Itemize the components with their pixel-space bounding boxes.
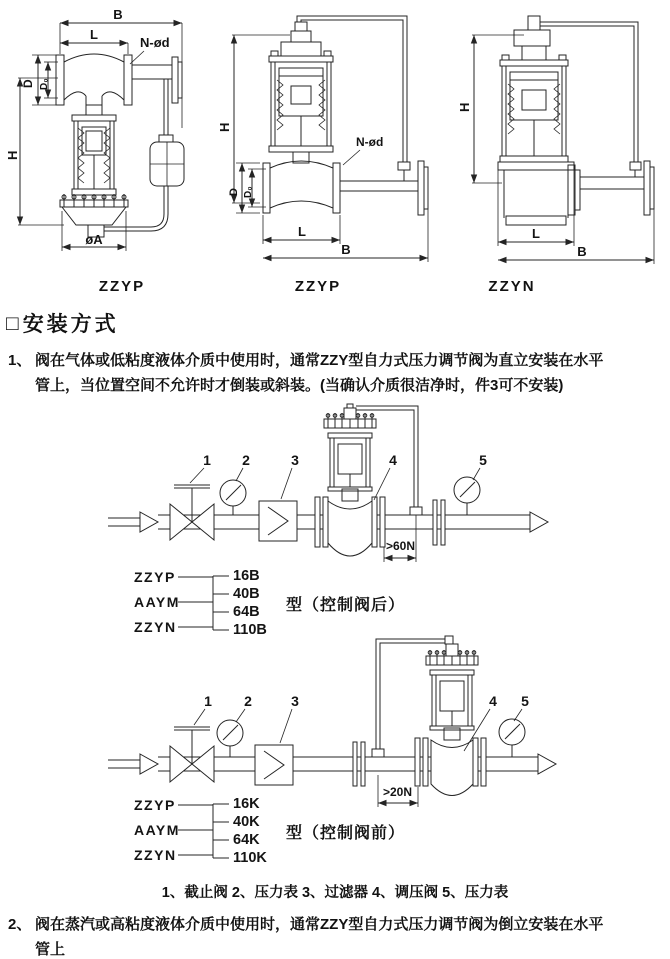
valve-drawing-zzyp-upright — [217, 10, 437, 270]
model-name: ZZYP — [134, 569, 176, 585]
dim-label-b: B — [113, 7, 123, 22]
dimension-lines — [5, 7, 182, 251]
filter — [259, 501, 297, 541]
note-1 — [8, 348, 666, 398]
callout-4: 4 — [489, 693, 497, 709]
callout-5: 5 — [521, 693, 529, 709]
model-size: 64K — [233, 832, 260, 848]
dim-label-d: D — [21, 79, 35, 88]
dim-label-b: B — [577, 244, 587, 259]
callout-4: 4 — [389, 452, 397, 468]
actuator — [500, 16, 568, 162]
actuator — [269, 22, 333, 163]
model-suffix-k: 型（控制阀前） — [286, 824, 406, 842]
callout-3: 3 — [291, 693, 299, 709]
pressure-gauge-upstream — [220, 480, 246, 515]
dim-20n-label: >20N — [383, 785, 413, 799]
model-size: 110K — [233, 850, 267, 866]
callout-2: 2 — [242, 452, 250, 468]
dim-label-a: øA — [85, 232, 103, 247]
note-1-text — [35, 348, 666, 398]
dim-label-n: N-ød — [356, 135, 384, 149]
model-list-b — [132, 566, 405, 640]
note-2-text — [35, 912, 666, 959]
dim-label-d0: D₀ — [39, 78, 50, 90]
filter — [255, 745, 293, 785]
figure-label-2: ZZYP — [294, 278, 342, 295]
valve-body-top — [56, 54, 182, 105]
pressure-gauge-downstream — [454, 477, 480, 515]
flow-out-arrow-icon — [538, 754, 556, 774]
note-2-line1: 阀在蒸汽或高粘度液体介质中使用时，通常ZZY型自力式压力调节阀为倒立安装在水平 — [35, 916, 604, 933]
callout-5: 5 — [479, 452, 487, 468]
pressure-gauge-upstream — [217, 720, 243, 757]
model-size: 40K — [233, 814, 260, 830]
model-suffix-b: 型（控制阀后） — [286, 596, 406, 614]
note-1-line2: 管上，当位置空间不允许时才倒装或斜装。(当确认介质很洁净时，件3可不安装) — [35, 377, 564, 394]
dim-label-b: B — [341, 242, 351, 257]
stop-valve — [170, 727, 214, 782]
distance-dimension — [384, 515, 416, 562]
model-name: ZZYN — [134, 847, 177, 863]
actuator — [72, 105, 116, 195]
figure-label-1: ZZYP — [98, 278, 146, 295]
model-size: 110B — [233, 622, 267, 638]
piping-diagram-after-valve — [100, 403, 570, 575]
dim-label-d0: D₀ — [243, 186, 254, 198]
note-2-number: 2、 — [8, 916, 32, 933]
dim-label-l: L — [298, 224, 306, 239]
note-1-line1: 阀在气体或低粘度液体介质中使用时，通常ZZY型自力式压力调节阀为直立安装在水平 — [35, 352, 604, 369]
square-bullet-icon: □ — [6, 311, 19, 335]
dim-label-d: D — [228, 188, 240, 196]
valve-body — [498, 161, 654, 225]
piping-diagram-before-valve — [100, 633, 575, 810]
dim-label-h: H — [217, 122, 232, 132]
callout-1: 1 — [204, 693, 212, 709]
model-size: 16K — [233, 796, 260, 812]
dim-label-h: H — [5, 150, 20, 160]
section-header — [6, 308, 119, 338]
valve-body — [263, 161, 428, 215]
model-size: 40B — [233, 586, 260, 602]
dim-label-l: L — [532, 226, 540, 241]
downstream-flange-pair — [433, 500, 445, 545]
note-1-number: 1、 — [8, 352, 32, 369]
valve-drawing-zzyp-inverted — [5, 7, 208, 273]
model-bracket-b — [132, 566, 282, 640]
dim-label-l: L — [90, 27, 98, 42]
regulating-valve — [415, 636, 486, 796]
model-size: 16B — [233, 568, 260, 584]
pressure-gauge-downstream — [499, 719, 525, 757]
figure-label-3: ZZYN — [488, 278, 536, 295]
section-title: 安装方式 — [22, 313, 119, 336]
flow-in-arrow-icon — [140, 754, 158, 774]
component-legend: 1、截止阀 2、压力表 3、过滤器 4、调压阀 5、压力表 — [161, 885, 509, 901]
dim-label-n: N-ød — [140, 35, 170, 50]
model-name: AAYM — [134, 822, 180, 838]
model-bracket-k — [132, 794, 282, 868]
dimension-lines — [457, 35, 654, 264]
flow-in-arrow-icon — [140, 512, 158, 532]
callout-1: 1 — [203, 452, 211, 468]
model-name: ZZYN — [134, 619, 177, 635]
regulating-valve — [315, 404, 385, 556]
stop-valve — [170, 485, 214, 540]
callout-2: 2 — [244, 693, 252, 709]
callout-3: 3 — [291, 452, 299, 468]
model-name: AAYM — [134, 594, 180, 610]
flow-out-arrow-icon — [530, 512, 548, 532]
model-list-k — [132, 794, 405, 868]
note-2-line2: 管上 — [35, 941, 66, 958]
dim-60n-label: >60N — [386, 539, 416, 553]
note-2 — [8, 912, 666, 959]
model-name: ZZYP — [134, 797, 176, 813]
dim-label-h: H — [457, 102, 472, 112]
model-size: 64B — [233, 604, 260, 620]
mid-flange-pair — [353, 742, 365, 786]
valve-drawing-zzyn — [452, 12, 667, 267]
